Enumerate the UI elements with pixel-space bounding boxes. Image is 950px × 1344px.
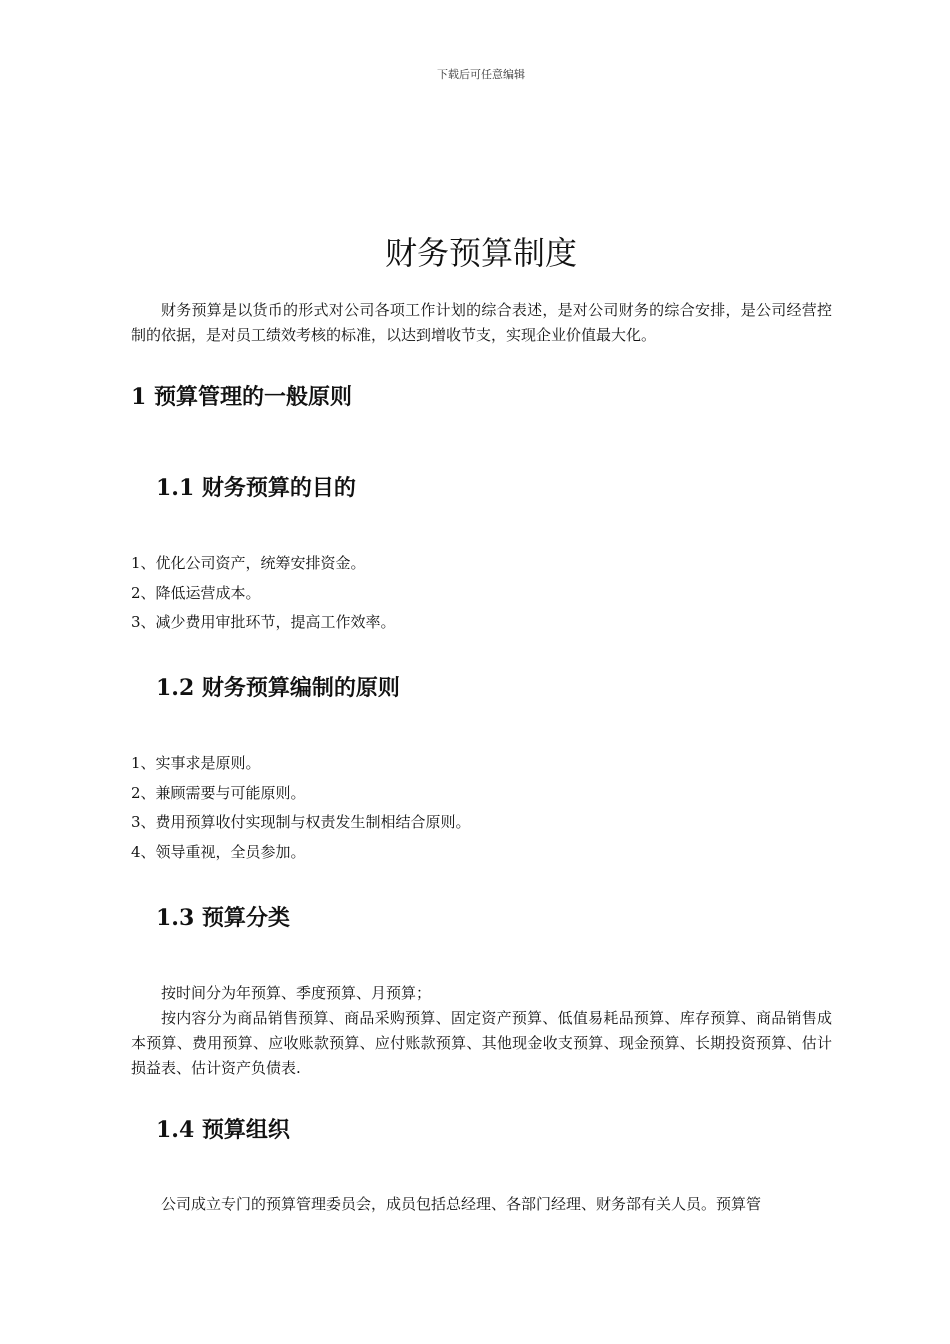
list-item: 2、兼顾需要与可能原则。 [131,783,306,802]
list-item: 1、优化公司资产，统筹安排资金。 [131,554,366,572]
section-1-3-heading: 1.3 预算分类 [156,905,290,931]
section-1-heading: 1 预算管理的一般原则 [131,384,352,410]
section-1-1-list [131,549,396,638]
intro-paragraph: 财务预算是以货币的形式对公司各项工作计划的综合表述，是对公司财务的综合安排，是公司经营控制的依据，是对员工绩效考核的标准，以达到增收节支，实现企业价值最大化。 [131,301,832,344]
list-item: 1、实事求是原则。 [131,754,261,772]
section-1-4-heading: 1.4 预算组织 [156,1117,290,1143]
section-1-1-heading: 1.1 财务预算的目的 [156,475,356,501]
section-1-2-list [131,749,471,867]
header-note: 下载后可任意编辑 [437,68,525,81]
document-title: 财务预算制度 [384,234,577,272]
section-1-3-line-2: 按内容分为商品销售预算、商品采购预算、固定资产预算、低值易耗品预算、库存预算、商品销售成本预算、费用预算、应收账款预算、应付账款预算、其他现金收支预算、现金预算、长期投资预算、估计损益表、估计资产负债表. [131,1009,832,1077]
list-item: 4、领导重视，全员参加。 [131,842,306,861]
section-1-4-line-1: 公司成立专门的预算管理委员会，成员包括总经理、各部门经理、财务部有关人员。预算管 [161,1195,762,1213]
section-1-2-heading: 1.2 财务预算编制的原则 [156,675,400,701]
list-item: 2、降低运营成本。 [131,583,261,602]
section-1-3-line-1: 按时间分为年预算、季度预算、月预算； [161,984,432,1002]
list-item: 3、费用预算收付实现制与权责发生制相结合原则。 [131,813,471,831]
list-item: 3、减少费用审批环节，提高工作效率。 [131,613,396,631]
